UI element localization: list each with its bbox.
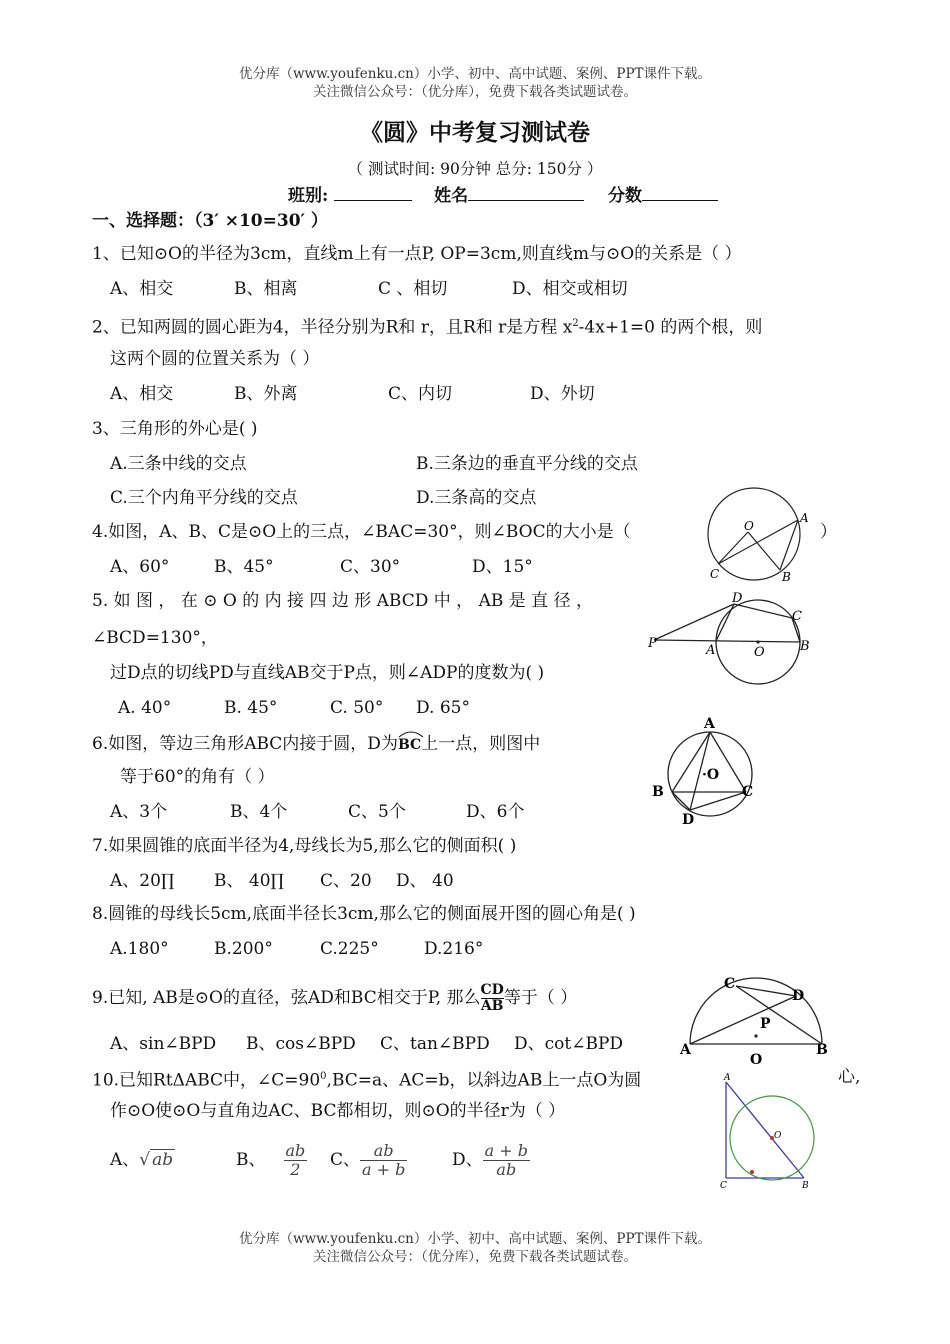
q10-sqrt-ab: √ ab [139, 1150, 174, 1170]
q5-label-b: B [800, 639, 810, 654]
class-label: 班别: [288, 186, 329, 206]
class-blank[interactable] [334, 184, 412, 201]
q1-stem: 1、已知⊙O的半径为3cm，直线m上有一点P, OP=3cm,则直线m与⊙O的关系是（ ） [92, 244, 742, 264]
q9-label-c: C [724, 976, 736, 992]
q7-option-b: B、 40∏ [214, 871, 285, 891]
q5-label-a: A [706, 643, 716, 658]
q10-stem-end: 心, [838, 1067, 861, 1087]
student-info-row [288, 184, 718, 207]
q5-stem-line3: 过D点的切线PD与直线AB交于P点，则∠ADP的度数为( ) [110, 663, 545, 683]
q3-option-d: D.三条高的交点 [416, 488, 537, 508]
q9-fraction: $\frac{CD}{AB}$ [480, 982, 504, 1014]
q4-option-c: C、30° [340, 557, 401, 577]
q6-option-a: A、3个 [110, 802, 168, 822]
q10-label-o: O [774, 1131, 782, 1141]
q2-option-a: A、相交 [110, 384, 174, 404]
name-label: 姓名 [434, 186, 469, 206]
q10-label-b: B [802, 1181, 809, 1191]
q9-option-b: B、cos∠BPD [246, 1034, 356, 1054]
q9-stem: 9.已知, AB是⊙O的直径，弦AD和BC相交于P, 那么 $\frac{CD}{AB}$ 等于（ ） [92, 982, 578, 1014]
q6-label-c: C [742, 784, 754, 800]
q9-option-a: A、sin∠BPD [110, 1034, 217, 1054]
q9-label-a: A [680, 1042, 691, 1058]
section-heading: 一、选择题：（3′ ×10=30′ ） [92, 211, 328, 231]
exam-title: 《圆》中考复习测试卷 [360, 119, 590, 146]
q4-label-a: A [800, 511, 809, 525]
q5-option-c: C. 50° [330, 698, 384, 718]
q4-option-b: B、45° [214, 557, 274, 577]
q6-arc-label: BC [397, 737, 422, 753]
q9-option-c: C、tan∠BPD [380, 1034, 490, 1054]
q7-option-a: A、20∏ [110, 871, 175, 891]
q3-option-c: C.三个内角平分线的交点 [110, 488, 298, 508]
q2-option-b: B、外离 [234, 384, 298, 404]
q10-option-c: C、 $\frac{ab}{a + b}$ [330, 1141, 406, 1179]
q9-label-p: P [760, 1016, 771, 1032]
q10-label-a: A [724, 1073, 731, 1083]
footer-line-2: 关注微信公众号：（优分库），免费下载各类试题试卷。 [313, 1249, 637, 1265]
q5-option-d: D. 65° [416, 698, 470, 718]
name-blank[interactable] [468, 184, 584, 201]
header-line-1: 优分库（www.youfenku.cn）小学、初中、高中试题、案例、PPT课件下载。 [238, 66, 712, 82]
q9-label-d: D [792, 988, 805, 1004]
q9-option-d: D、cot∠BPD [514, 1034, 624, 1054]
q4-label-b: B [782, 570, 791, 584]
q6-stem-line2: 等于60°的角有（ ） [120, 767, 275, 787]
q5-label-p: P [648, 636, 657, 651]
footer-line-1: 优分库（www.youfenku.cn）小学、初中、高中试题、案例、PPT课件下载。 [238, 1231, 712, 1247]
q6-label-o: ·O [702, 767, 720, 783]
q9-label-o: O [750, 1052, 763, 1068]
q7-stem: 7.如果圆锥的底面半径为4,母线长为5,那么它的侧面积( ) [92, 836, 517, 856]
q10-label-c: C [720, 1181, 727, 1191]
q10-stem: 10.已知RtΔABC中，$\angle C=90^0,BC=a$、AC=b，以斜边AB上一点O为圆 [92, 1070, 642, 1091]
q8-option-a: A.180° [110, 939, 169, 959]
q6-stem: 6.如图，等边三角形ABC内接于圆，D为 BC上一点，则图中 [92, 734, 541, 754]
exam-subtitle: （ 测试时间: 90分钟 总分: 150分 ） [347, 160, 603, 178]
q8-stem: 8.圆锥的母线长5cm,底面半径长3cm,那么它的侧面展开图的圆心角是( ) [92, 904, 636, 924]
q2-stem-line2: 这两个圆的位置关系为（ ） [110, 349, 320, 369]
q4-figure [700, 486, 810, 586]
q2-stem: 2、已知两圆的圆心距为4，半径分别为R和 r，且R和 r是方程 $x^2-4x+1=0$ 的两个根，则 [92, 317, 763, 338]
q6-option-b: B、4个 [230, 802, 288, 822]
q4-option-a: A、60° [110, 557, 170, 577]
q6-label-d: D [682, 812, 695, 828]
q4-stem-close: ） [820, 522, 837, 542]
q5-stem-line2: ∠BCD=130°， [92, 628, 218, 648]
q6-label-a: A [704, 716, 715, 732]
q6-option-d: D、6个 [466, 802, 525, 822]
q4-label-c: C [710, 567, 720, 581]
q10-option-d: D、 $\frac{a + b}{ab}$ [452, 1141, 528, 1179]
q6-figure [650, 716, 760, 828]
q1-option-a: A、相交 [110, 279, 174, 299]
q6-label-b: B [652, 784, 664, 800]
score-blank[interactable] [642, 184, 718, 201]
q4-stem: 4.如图，A、B、C是⊙O上的三点，∠BAC=30°，则∠BOC的大小是（ [92, 522, 631, 542]
q3-stem: 3、三角形的外心是( ) [92, 419, 258, 439]
q9-label-b: B [816, 1042, 828, 1058]
q5-stem: 5. 如 图 ， 在 ⊙ O 的 内 接 四 边 形 ABCD 中 ， AB 是 直 径 ， [92, 591, 593, 611]
q5-label-o: O [754, 645, 765, 660]
q1-option-d: D、相交或相切 [512, 279, 628, 299]
q2-option-c: C、内切 [388, 384, 453, 404]
q4-label-o: O [744, 519, 754, 533]
score-label: 分数 [608, 186, 643, 206]
header-line-2: 关注微信公众号：（优分库），免费下载各类试题试卷。 [313, 84, 637, 100]
q5-option-b: B. 45° [224, 698, 278, 718]
q10-figure [716, 1072, 816, 1192]
q5-label-c: C [792, 609, 802, 624]
q5-figure [646, 590, 816, 690]
q8-option-d: D.216° [424, 939, 484, 959]
q6-option-c: C、5个 [348, 802, 406, 822]
q1-option-c: C 、相切 [378, 279, 448, 299]
q3-option-a: A.三条中线的交点 [110, 454, 247, 474]
q10-option-a: A、√ ab [110, 1150, 174, 1170]
q4-option-d: D、15° [472, 557, 533, 577]
q7-option-c: C、20 [320, 871, 372, 891]
q8-option-b: B.200° [214, 939, 273, 959]
q1-option-b: B、相离 [234, 279, 298, 299]
q5-label-d: D [732, 591, 743, 606]
q10-option-b: B、 $\frac{ab}{2}$ [236, 1141, 306, 1179]
q7-option-d: D、 40 [396, 871, 454, 891]
q5-option-a: A. 40° [118, 698, 172, 718]
q9-figure [674, 974, 836, 1070]
q8-option-c: C.225° [320, 939, 379, 959]
q2-option-d: D、外切 [530, 384, 595, 404]
q3-option-b: B.三条边的垂直平分线的交点 [416, 454, 638, 474]
q10-stem-line2: 作⊙O使⊙O与直角边AC、BC都相切，则⊙O的半径r为（ ） [110, 1101, 566, 1121]
